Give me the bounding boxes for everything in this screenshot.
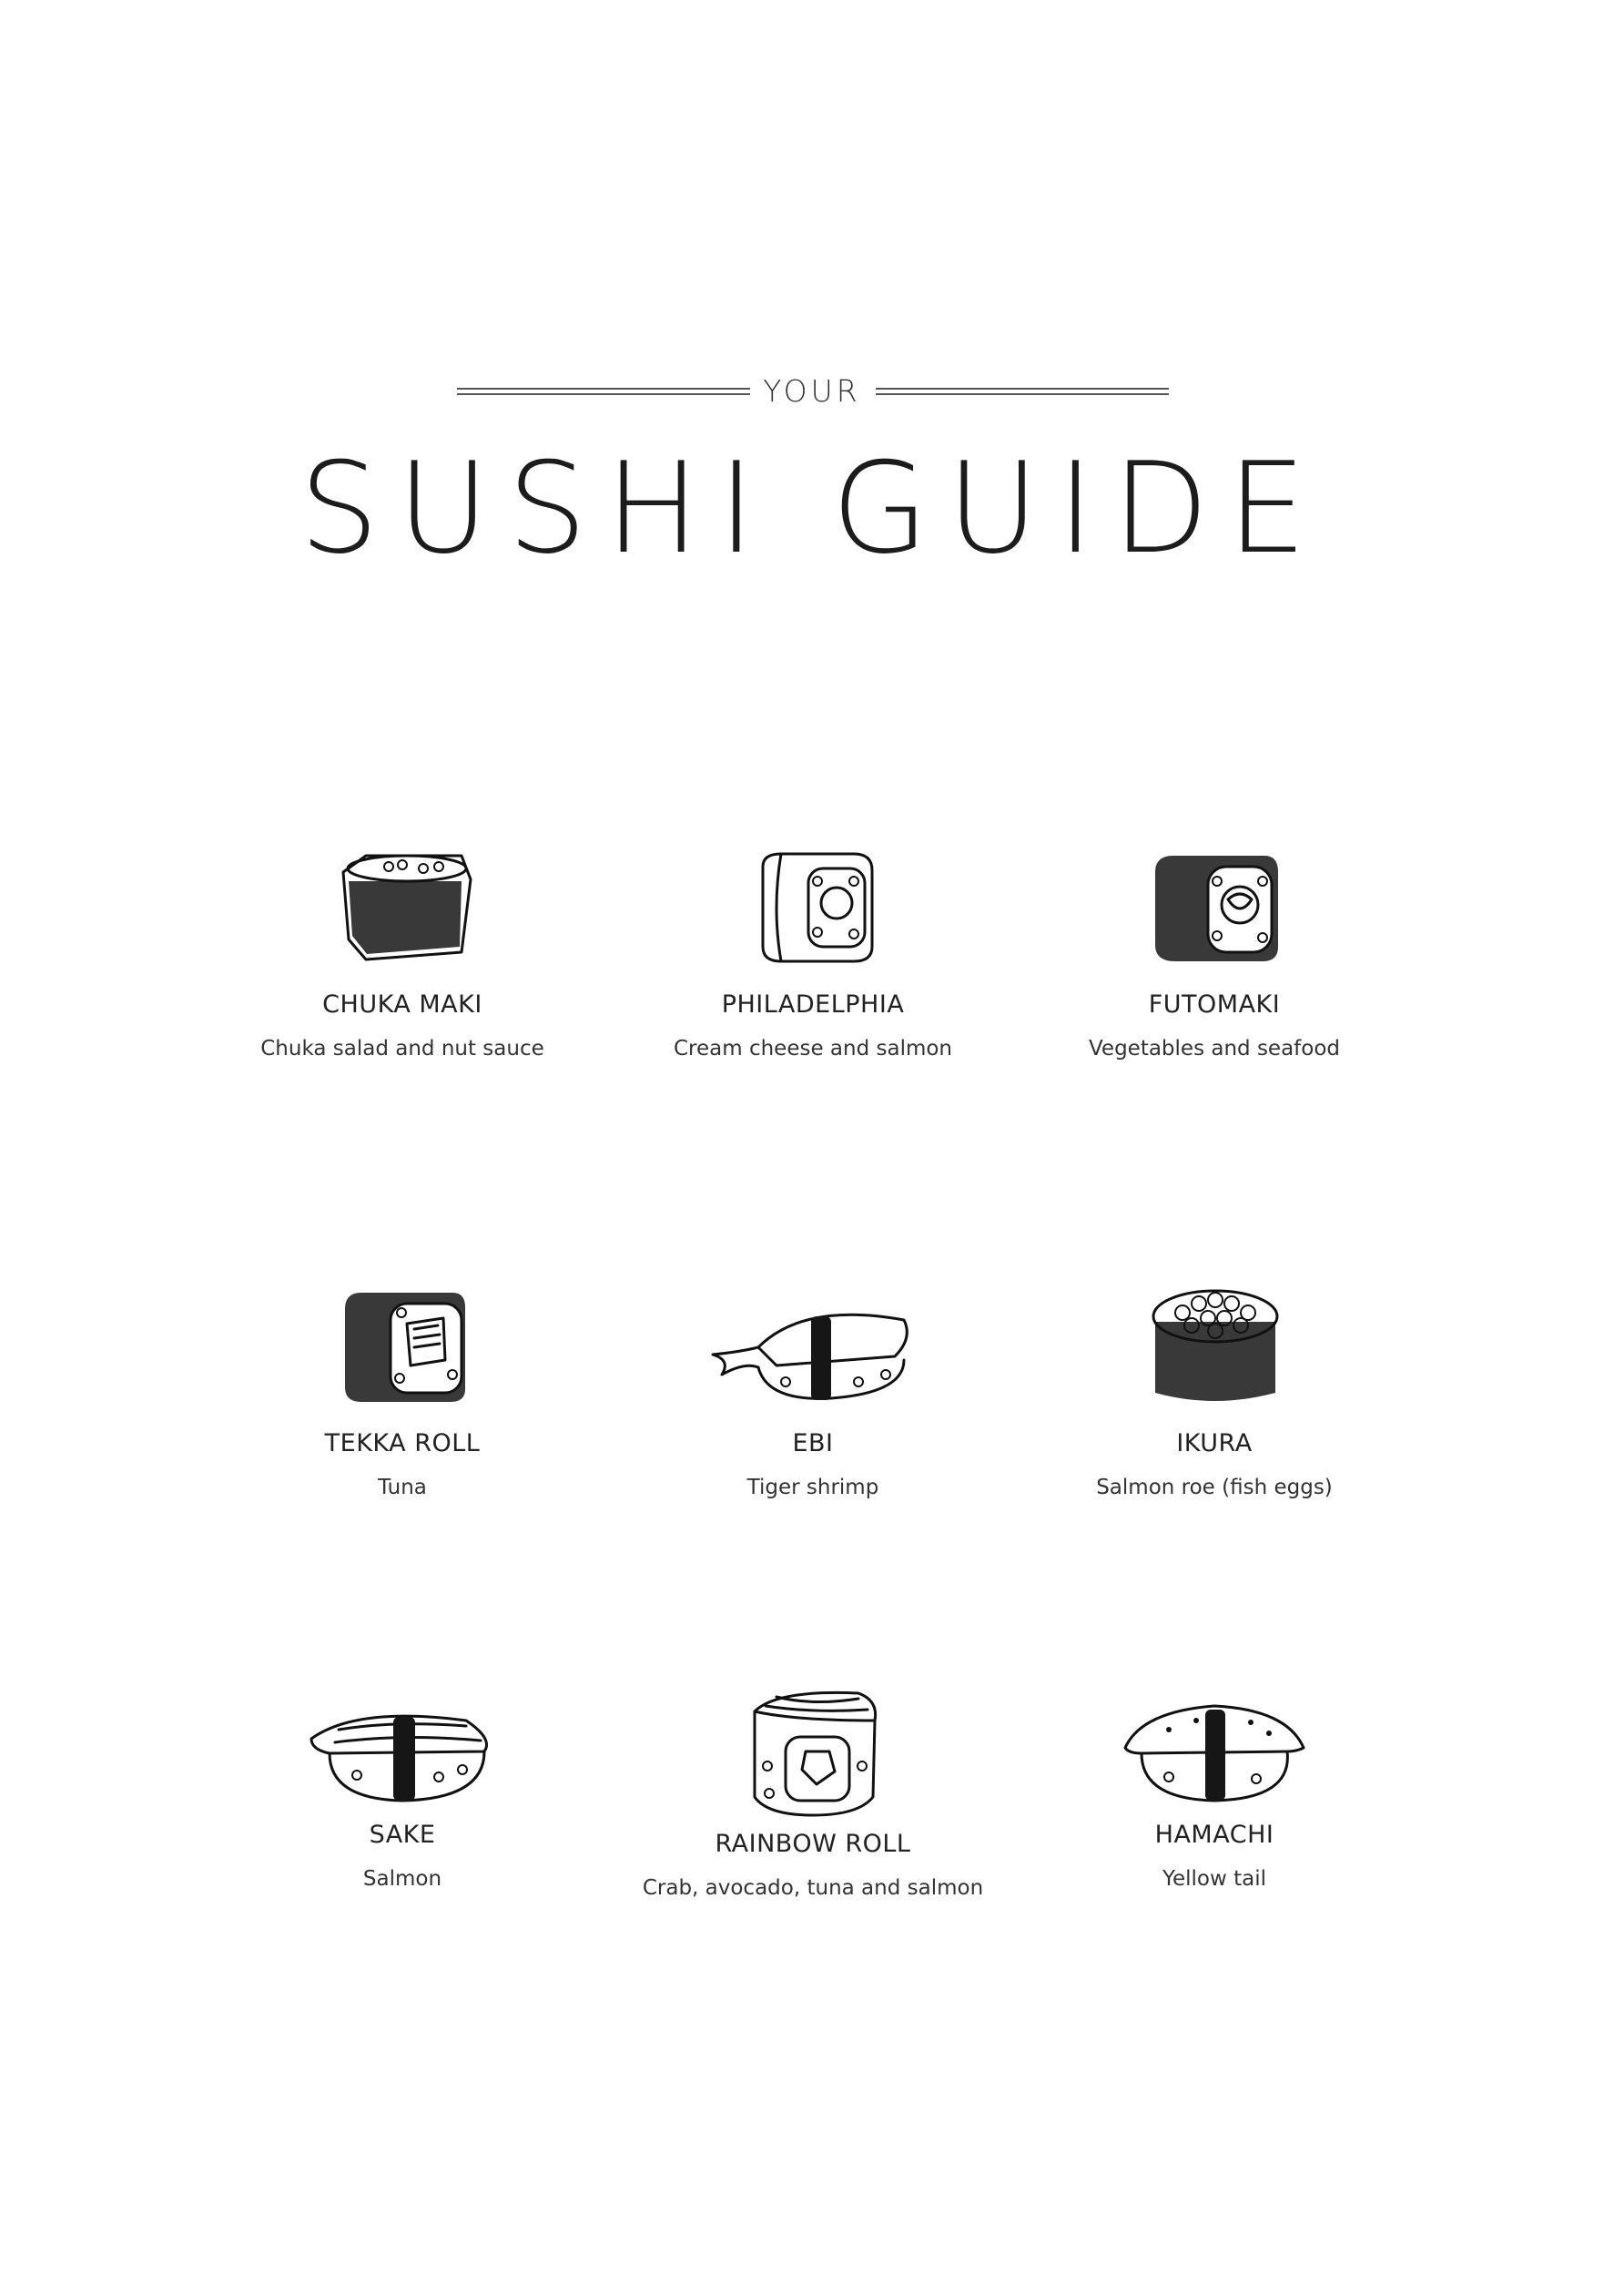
sushi-item-ebi (622, 1284, 1004, 1499)
sushi-item-ikura (1023, 1276, 1406, 1499)
item-name: TEKKA ROLL (324, 1429, 481, 1457)
item-name: SAKE (369, 1821, 436, 1849)
item-description: Chuka salad and nut sauce (260, 1037, 544, 1061)
sushi-item-rainbow-roll (622, 1684, 1004, 1900)
page-title: SUSHI GUIDE (299, 435, 1325, 582)
decorative-double-rule-right (876, 388, 1169, 395)
item-description: Vegetables and seafood (1088, 1037, 1341, 1061)
item-description: Cream cheese and salmon (673, 1037, 953, 1061)
sushi-item-sake (211, 1693, 594, 1891)
salmon-nigiri-icon (302, 1693, 502, 1812)
item-name: HAMACHI (1154, 1821, 1274, 1849)
shrimp-nigiri-icon (695, 1284, 931, 1411)
item-name: PHILADELPHIA (721, 990, 905, 1019)
item-description: Tuna (378, 1476, 427, 1499)
maki-roll-icon (316, 845, 489, 972)
tuna-roll-icon (316, 1284, 489, 1411)
item-name: EBI (792, 1429, 834, 1457)
item-description: Crab, avocado, tuna and salmon (642, 1876, 984, 1900)
item-description: Yellow tail (1162, 1867, 1266, 1891)
sushi-item-tekka-roll (211, 1284, 594, 1499)
salmon-roll-icon (726, 845, 899, 972)
item-name: FUTOMAKI (1148, 990, 1281, 1019)
roe-gunkan-icon (1128, 1276, 1301, 1411)
sushi-item-philadelphia (622, 845, 1004, 1061)
item-description: Tiger shrimp (746, 1476, 879, 1499)
item-name: CHUKA MAKI (322, 990, 482, 1019)
sushi-item-chuka-maki (211, 845, 594, 1061)
sushi-item-futomaki (1023, 845, 1406, 1061)
futomaki-roll-icon (1128, 845, 1301, 972)
item-description: Salmon (362, 1867, 442, 1891)
rainbow-roll-icon (722, 1684, 904, 1821)
item-description: Salmon roe (fish eggs) (1096, 1476, 1333, 1499)
sushi-item-hamachi (1023, 1693, 1406, 1891)
pretitle: YOUR (763, 373, 861, 409)
yellowtail-nigiri-icon (1114, 1693, 1314, 1812)
pretitle-row (0, 373, 1624, 410)
item-name: IKURA (1176, 1429, 1253, 1457)
item-name: RAINBOW ROLL (715, 1830, 911, 1858)
